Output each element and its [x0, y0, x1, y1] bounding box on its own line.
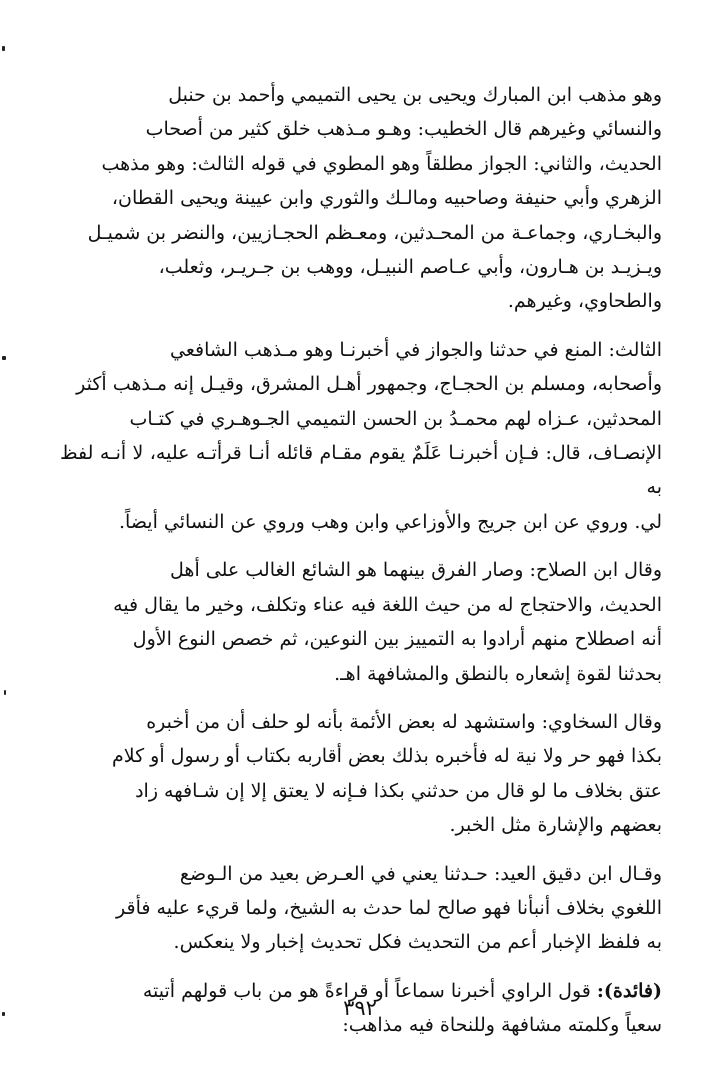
paragraph-4: وقال السخاوي: واستشهد له بعض الأئمة بأنه لو حلف أن من أخبره بكذا فهو حر ولا نية له فأخبره بذلك بعض أقاربه بكتاب أو رسول أو كلام عتق بخلاف ما لو قال من حدثني بكذا فـإنه لا يعتق إلا إن شـافهه زاد بعضهم والإشارة مثل الخبر.: [111, 710, 662, 837]
scan-speck-mark: [4, 690, 6, 695]
paragraph-gap: [60, 960, 662, 974]
note-label: (فائدة):: [596, 979, 662, 1002]
paragraph-5: وقـال ابن دقيق العيد: حـدثنا يعني في العـرض بعيد من الـوضع اللغوي بخلاف أنبأنا فهو صالح لما حدث به الشيخ، ولما قريء عليه فأقر به فلفظ الإخبار أعم من التحديث فكل تحديث إخبار ولا ينعكس.: [116, 862, 662, 954]
paragraph-gap: [60, 691, 662, 705]
paragraph-gap: [60, 319, 662, 333]
scan-speck-mark: [2, 46, 5, 51]
body-text: [60, 78, 662, 1043]
note-text: قول الراوي أخبرنا سماعاً أو قراءةً هو من باب قولهم أتيته سعياً وكلمته مشافهة وللنحاة فيه مذاهب:: [142, 979, 662, 1037]
scan-speck-mark: [2, 1012, 5, 1016]
paragraph-1: وهو مذهب ابن المبارك ويحيى بن يحيى التميمي وأحمد بن حنبل والنسائي وغيرهم قال الخطيب: وهـو مـذهب خلق كثير من أصحاب الحديث، والثاني: الجواز مطلقاً وهو المطوي في قوله الثالث: وهو مذهب الزهري وأبي حنيفة وصاحبيه ومالـك والثوري وابن عيينة ويحيى القطان، والبخـاري، وجماعـة من المحـدثين، ومعـظم الحجـازيين، والنضر بن شميـل ويـزيـد بن هـارون، وأبي عـاصم النبيـل، ووهب بن جـريـر، وثعلب، والطحاوي، وغيرهم.: [87, 84, 662, 313]
page-number: ٣٩٢: [343, 996, 377, 1020]
paragraph-2: الثالث: المنع في حدثنا والجواز في أخبرنـا وهو مـذهب الشافعي وأصحابه، ومسلم بن الحجـاج، وجمهور أهـل المشرق، وقيـل إنه مـذهب أكثر المحدثين، عـزاه لهم محمـدُ بن الحسن التميمي الجـوهـري في كتـاب الإنصـاف، قال: فـإن أخبرنـا عَلَمٌ يقوم مقـام قائله أنـا قرأتـه عليه، لا أنـه لفظ به لي. وروي عن ابن جريج والأوزاعي وابن وهب وروي عن النسائي أيضاً.: [60, 338, 662, 533]
paragraph-gap: [60, 843, 662, 857]
scan-speck-mark: [2, 356, 6, 360]
paragraph-3: وقال ابن الصلاح: وصار الفرق بينهما هو الشائع الغالب على أهل الحديث، والاحتجاج له من حيث اللغة فيه عناء وتكلف، وخير ما يقال فيه أنه اصطلاح منهم أرادوا به التمييز بين النوعين، ثم خصص النوع الأول بحدثنا لقوة إشعاره بالنطق والمشافهة اهـ.: [113, 559, 662, 685]
paragraph-gap: [60, 539, 662, 553]
